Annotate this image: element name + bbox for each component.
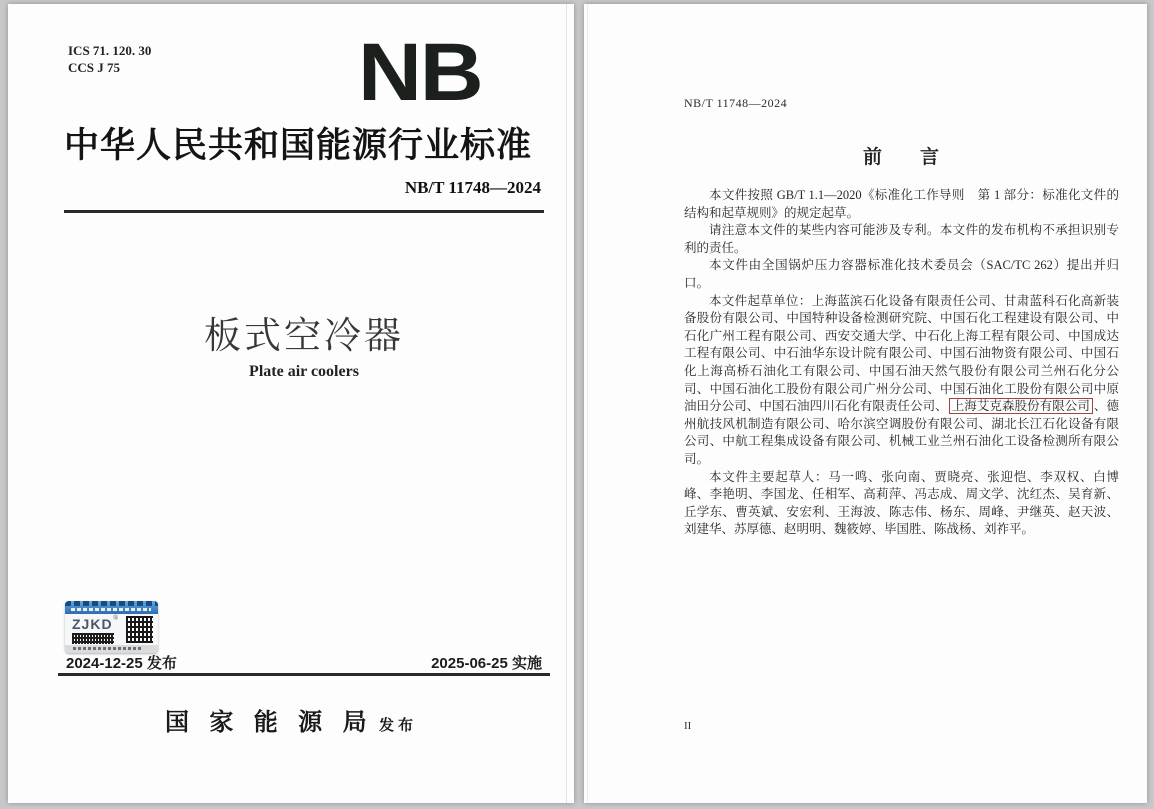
preface-paragraph-drafters: 本文件主要起草人：马一鸣、张向南、贾晓亮、张迎恺、李双权、白博峰、李艳明、李国龙、任相军、高莉萍、冯志成、周文学、沈红杰、吴育新、丘学东、曹英斌、安宏利、王海波、陈志伟、杨东、周峰、尹继英、赵天波、刘建华、苏厚德、赵明明、魏筱婷、毕国胜、陈战杨、刘祚平。: [684, 469, 1119, 537]
preface-paragraph-drafting-units: [684, 293, 1119, 469]
highlighted-company-box: 上海艾克森股份有限公司: [949, 398, 1093, 414]
ics-codes: [68, 42, 151, 76]
page-number: II: [684, 720, 692, 732]
badge-top-microtext: [71, 608, 151, 611]
document-title-zh: 板式空冷器: [204, 315, 404, 356]
issuer-name: 国家能源局: [164, 710, 387, 736]
cover-bottom-rule: [58, 673, 550, 676]
implementation-date: 2025-06-25 实施: [431, 655, 542, 672]
drafting-units-before: 本文件起草单位：上海蓝滨石化设备有限责任公司、甘肃蓝科石化高新装备股份有限公司、中国特种设备检测研究院、中国石化工程建设有限公司、中石化广州工程有限公司、西安交通大学、中石化上海工程有限公司、中国成达工程有限公司、中石油华东设计院有限公司、中国石油物资有限公司、中国石化上海高桥石油化工有限公司、中国石油天然气股份有限公司兰州石化分公司、中国石油化工股份有限公司广州分公司、中国石油化工股份有限公司中原油田分公司、中国石油四川石化有限责任公司、: [684, 293, 1119, 414]
cover-page: [8, 4, 574, 803]
badge-label: ZJKD: [72, 616, 113, 632]
registered-mark-icon: ®: [113, 614, 119, 622]
barcode-icon: [72, 633, 114, 644]
preface-paragraph-committee: 本文件由全国锅炉压力容器标准化技术委员会（SAC/TC 262）提出并归口。: [684, 258, 1119, 290]
standard-number: NB/T 11748—2024: [404, 178, 541, 197]
issue-date: 2024-12-25 发布: [66, 655, 177, 672]
drafting-units-after: 、德州航技风机制造有限公司、哈尔滨空调股份有限公司、湖北长江石化设备有限公司、中航工程集成设备有限公司、机械工业兰州石油化工设备检测所有限公司。: [684, 399, 1119, 466]
preface-paragraph-patent-note: 请注意本文件的某些内容可能涉及专利。本文件的发布机构不承担识别专利的责任。: [684, 223, 1119, 255]
ics-code: ICS 71. 120. 30: [68, 43, 152, 58]
anti-counterfeit-badge: [65, 601, 158, 653]
issuer-publish-label: 发布: [378, 717, 417, 734]
badge-teeth-decoration: [65, 601, 158, 606]
cover-top-rule: [64, 210, 544, 213]
preface-heading: 前 言: [862, 147, 939, 168]
preface-paragraph-drafting-rules: 本文件按照 GB/T 1.1—2020《标准化工作导则 第 1 部分：标准化文件的结构和起草规则》的规定起草。: [684, 188, 1119, 220]
document-title-en: Plate air coolers: [249, 363, 359, 380]
preface-body: [684, 187, 1119, 539]
preface-page: [584, 4, 1147, 803]
issuer-line: [8, 702, 574, 737]
running-header-standard-number: NB/T 11748—2024: [684, 96, 788, 110]
qr-code-icon: [126, 616, 153, 643]
badge-bottom-microtext: [73, 647, 143, 650]
nb-logo: NB: [358, 27, 482, 118]
ccs-code: CCS J 75: [68, 60, 121, 75]
standard-title: 中华人民共和国能源行业标准: [64, 126, 533, 165]
